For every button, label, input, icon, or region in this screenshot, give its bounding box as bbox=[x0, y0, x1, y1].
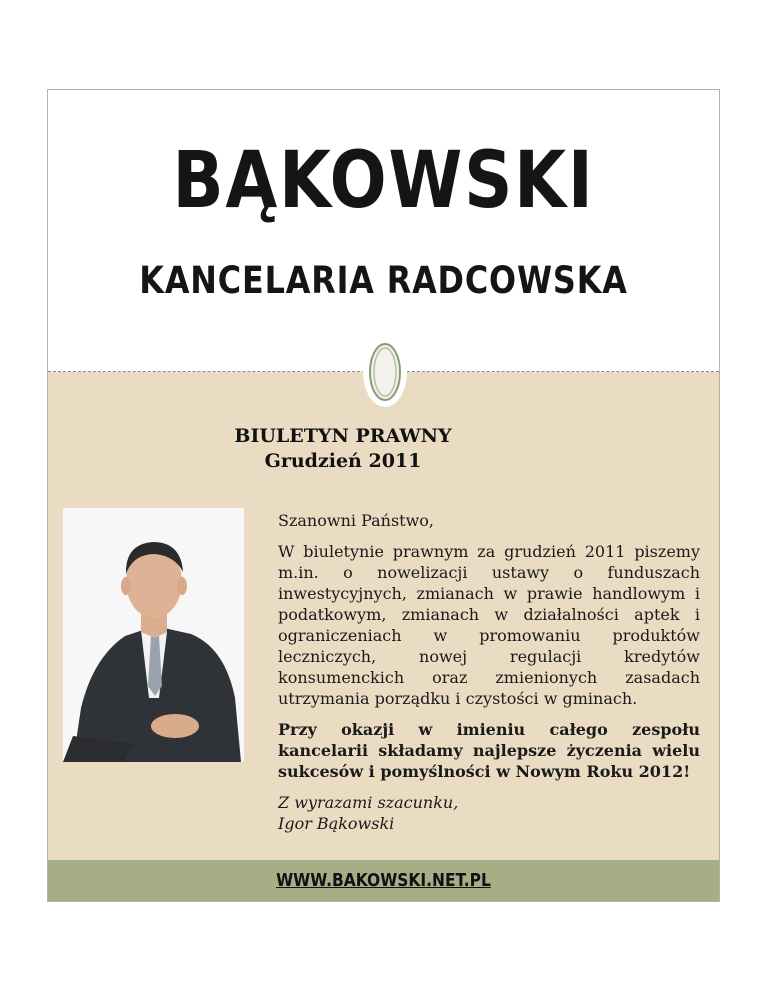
logo-subtitle: KANCELARIA RADCOWSKA bbox=[139, 259, 628, 302]
footer bbox=[48, 860, 719, 902]
letter-wishes: Przy okazji w imieniu całego zespołu kancelarii składamy najlepsze życzenia wielu sukcesów i pomyślności w Nowym Roku 2012! bbox=[278, 720, 700, 781]
letter-closing: Z wyrazami szacunku, bbox=[278, 793, 459, 812]
letter-body: W biuletynie prawnym za grudzień 2011 piszemy m.in. o nowelizacji ustawy o funduszach inwestycyjnych, zmianach w prawie handlowym i podatkowym, zmianach w działalności aptek i ograniczeniach w promowaniu produktów leczniczych, nowej regulacji kredytów konsumenckich oraz zmienionych zasadach utrzymania porządku i czystości w gminach. bbox=[278, 542, 700, 708]
bulletin-title: BIULETYN PRAWNY bbox=[234, 425, 452, 447]
header bbox=[48, 90, 719, 372]
newsletter-page bbox=[47, 89, 720, 902]
logo-name: BĄKOWSKI bbox=[172, 136, 595, 226]
oval-ornament-icon bbox=[362, 336, 408, 408]
bulletin-date: Grudzień 2011 bbox=[264, 450, 422, 472]
letter-text bbox=[278, 510, 700, 834]
letter-greeting: Szanowni Państwo, bbox=[278, 511, 435, 530]
letter-signature: Igor Bąkowski bbox=[278, 814, 395, 833]
website-link[interactable]: WWW.BAKOWSKI.NET.PL bbox=[276, 870, 491, 891]
portrait-photo bbox=[63, 508, 244, 762]
bulletin-title-block bbox=[198, 424, 488, 474]
